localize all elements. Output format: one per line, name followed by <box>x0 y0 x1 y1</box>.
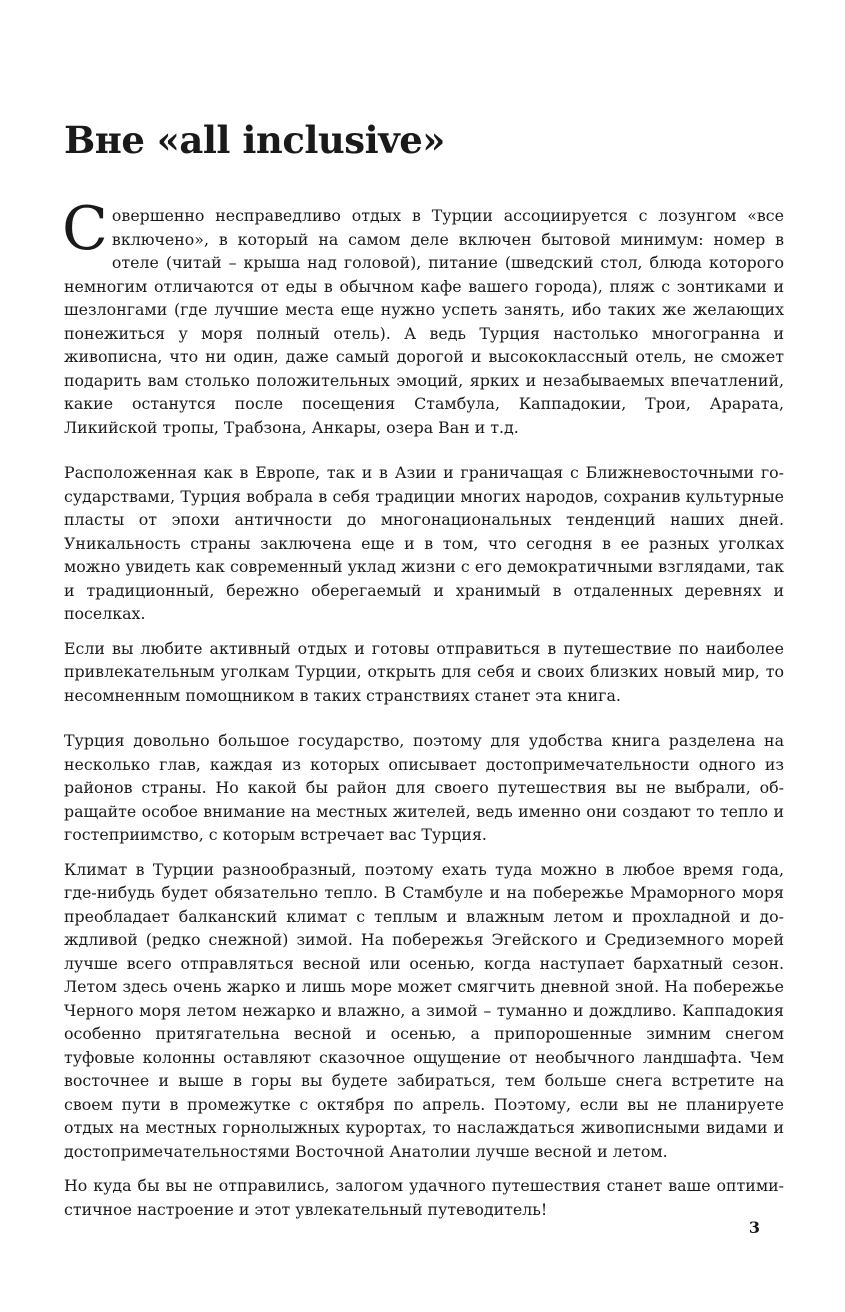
page-number: 3 <box>748 1218 760 1237</box>
body-text <box>62 194 784 1221</box>
paragraph-intro <box>62 194 784 439</box>
paragraph-book-structure: Турция довольно большое государство, поэтому для удобства книга разделена на несколько глав, каждая из которых описывает достопримечательности одного из районов страны. Но какой бы район для своего путешествия вы не выбрали, обращайте особое внимание на местных жителей, ведь именно они создают то тепло и гостеприимство, с которым встречает вас Турция. <box>64 731 784 844</box>
paragraph-closing: Но куда бы вы не отправились, залогом удачного путешествия станет ваше оптимистичное настроение и этот увлекательный путеводитель! <box>64 1176 784 1219</box>
page-title: Вне «all inclusive» <box>64 118 445 162</box>
paragraph-active-travel: Если вы любите активный отдых и готовы отправиться в путешествие по наиболее привлекательным уголкам Турции, открыть для себя и своих близких новый мир, то несомненным помощником в таких странствиях станет эта книга. <box>64 638 784 705</box>
paragraph-geography: Расположенная как в Европе, так и в Азии и граничащая с Ближневосточными государствами, Турция вобрала в себя традиции многих народов, сохранив культурные пласты от эпохи античности до многонациональных тенденций наших дней. Уникальность страны заключена еще и в том, что сегодня в ее разных уголках можно увидеть как современный уклад жизни с его демократичными взглядами, так и традиционный, бережно оберегаемый и хранимый в отдаленных деревнях и поселках. <box>64 463 784 623</box>
page <box>64 0 784 1312</box>
paragraph-intro-text: овершенно несправедливо отдых в Турции ассоциируется с лозунгом «все включено», в который на самом деле включен бытовой минимум: номер в отеле (читай – крыша над головой), питание (шведский стол, блюда которого немногим отличаются от еды в обычном кафе вашего города), пляж с зонтиками и шезлонгами (где лучшие места еще нужно успеть занять, ибо таких же желающих понежиться у моря полный отель). А ведь Турция настолько многогранна и живописна, что ни один, даже самый дорогой и высококлассный отель, не сможет подарить вам столько положительных эмоций, ярких и незабываемых впечатлений, какие останутся после посещения Стамбула, Каппадокии, Трои, Арарата, Ликийской тропы, Трабзона, Анкары, озера Ван и т.д. <box>64 206 784 437</box>
drop-cap: С <box>62 194 108 264</box>
paragraph-climate: Климат в Турции разнообразный, поэтому ехать туда можно в любое время года, где-нибудь будет обязательно тепло. В Стамбуле и на побережье Мраморного моря преобладает балканский климат с теплым и влажным летом и прохладной и дождливой (редко снежной) зимой. На побережья Эгейского и Средиземного морей лучше всего отправляться весной или осенью, когда наступает бархатный сезон. Летом здесь очень жарко и лишь море может смягчить дневной зной. На побережье Черного моря летом нежарко и влажно, а зимой – туманно и дождливо. Каппадокия особенно притягательна весной и осенью, а припорошенные зимним снегом туфовые колонны оставляют сказочное ощущение от необычного ландшафта. Чем восточнее и выше в горы вы будете забираться, тем больше снега встретите на своем пути в промежутке с октября по апрель. Поэтому, если вы не планируете отдых на местных горнолыжных курортах, то наслаждаться живописными видами и достопримечательностями Восточной Анатолии лучше весной и летом. <box>64 859 784 1161</box>
